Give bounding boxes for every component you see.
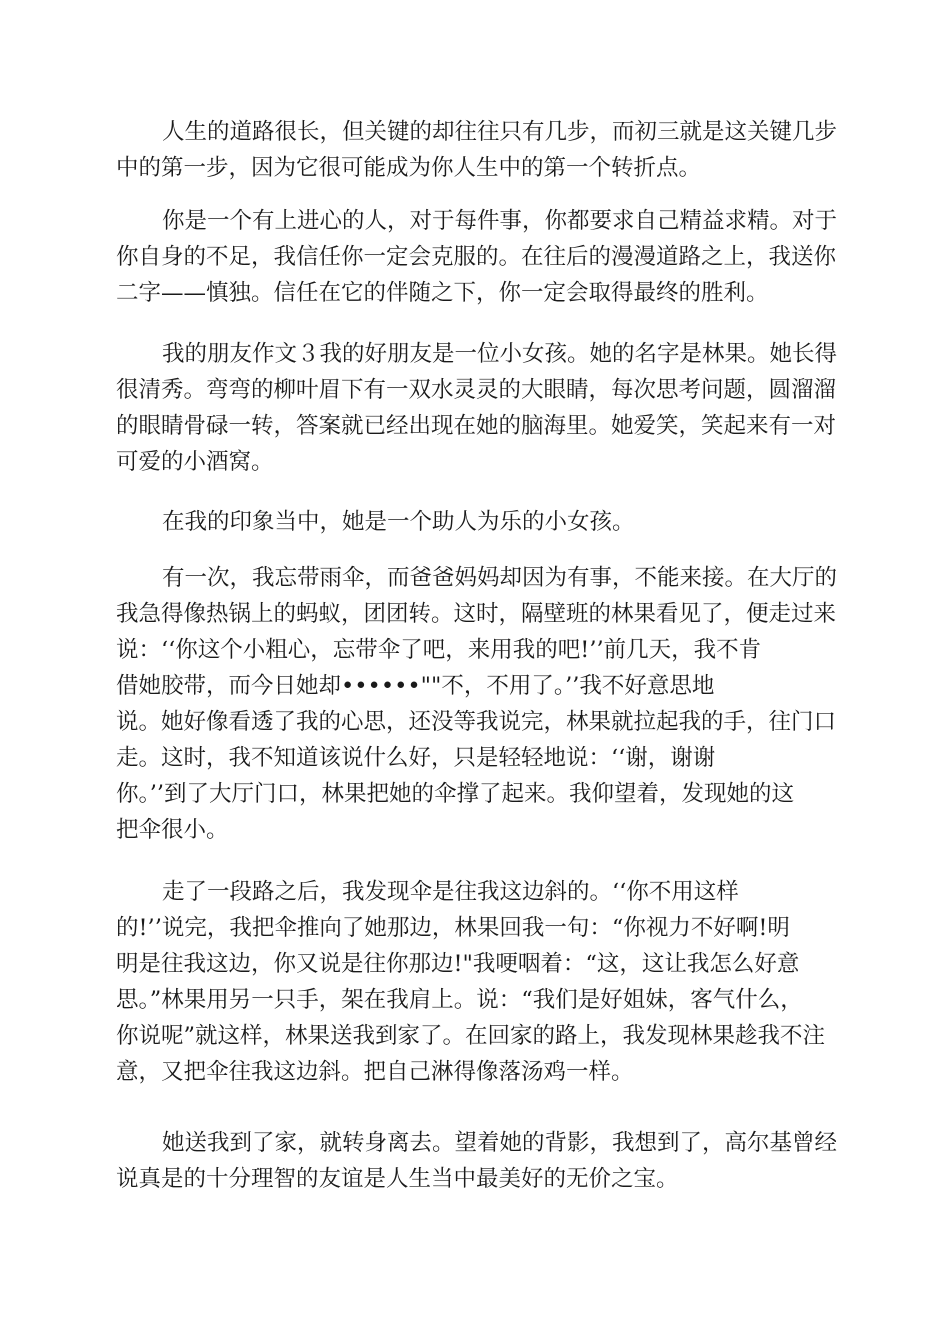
- text-line: 的眼睛骨碌一转，答案就已经出现在她的脑海里。她爱笑，笑起来有一对: [116, 413, 837, 439]
- text-line: 说：‘‘你这个小粗心，忘带伞了吧，来用我的吧!’’前几天，我不肯: [116, 637, 762, 663]
- text-line: 我急得像热锅上的蚂蚁，团团转。这时，隔壁班的林果看见了，便走过来: [116, 601, 837, 627]
- text-line: 借她胶带，而今日她却••••••""不，不用了。’’我不好意思地: [116, 673, 715, 699]
- text-line: 你。’’到了大厅门口，林果把她的伞撑了起来。我仰望着，发现她的这: [116, 781, 795, 807]
- text-line: 把伞很小。: [116, 817, 229, 843]
- text-line: 人生的道路很长，但关键的却往往只有几步，而初三就是这关键几步: [162, 119, 838, 145]
- text-line: 很清秀。弯弯的柳叶眉下有一双水灵灵的大眼睛，每次思考问题，圆溜溜: [116, 377, 837, 403]
- text-line: 在我的印象当中，她是一个助人为乐的小女孩。: [162, 509, 635, 535]
- text-line: 明是往我这边，你又说是往你那边!"我哽咽着：“这，这让我怎么好意: [116, 951, 800, 977]
- text-line: 你是一个有上进心的人，对于每件事，你都要求自己精益求精。对于: [162, 208, 838, 234]
- text-line: 说。她好像看透了我的心思，还没等我说完，林果就拉起我的手，往门口: [116, 709, 837, 735]
- text-line: 你说呢”就这样，林果送我到家了。在回家的路上，我发现林果趁我不注: [116, 1023, 826, 1049]
- text-line: 有一次，我忘带雨伞，而爸爸妈妈却因为有事，不能来接。在大厅的: [162, 565, 838, 591]
- text-line: 我的朋友作文３我的好朋友是一位小女孩。她的名字是林果。她长得: [162, 341, 838, 367]
- text-line: 意，又把伞往我这边斜。把自己淋得像落汤鸡一样。: [116, 1059, 634, 1085]
- text-line: 思。”林果用另一只手，架在我肩上。说：“我们是好姐妹，客气什么，: [116, 987, 803, 1013]
- text-line: 可爱的小酒窝。: [116, 449, 274, 475]
- text-line: 中的第一步，因为它很可能成为你人生中的第一个转折点。: [116, 155, 702, 181]
- text-line: 二字——慎独。信任在它的伴随之下，你一定会取得最终的胜利。: [116, 280, 769, 306]
- text-line: 走。这时，我不知道该说什么好，只是轻轻地说：‘‘谢，谢谢: [116, 745, 716, 771]
- text-line: 她送我到了家，就转身离去。望着她的背影，我想到了，高尔基曾经: [162, 1130, 838, 1156]
- text-line: 说真是的十分理智的友谊是人生当中最美好的无价之宝。: [116, 1166, 679, 1192]
- text-line: 你自身的不足，我信任你一定会克服的。在往后的漫漫道路之上，我送你: [116, 244, 837, 270]
- text-line: 的!’’说完，我把伞推向了她那边，林果回我一句：“你视力不好啊!明: [116, 915, 790, 941]
- text-line: 走了一段路之后，我发现伞是往我这边斜的。‘‘你不用这样: [162, 879, 739, 905]
